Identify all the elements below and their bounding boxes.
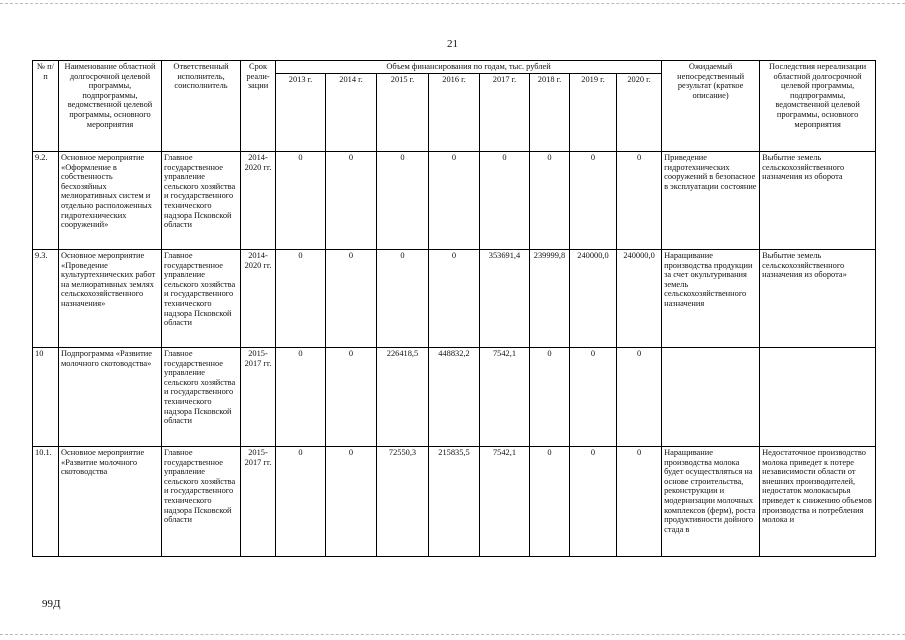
header-year: 2013 г.	[276, 73, 326, 151]
row-responsible: Главное государственное управление сельского хозяйства и государственного технического надзора Псковской области	[162, 152, 241, 250]
row-term: 2014-2020 гг.	[241, 250, 276, 348]
row-term: 2015-2017 гг.	[241, 348, 276, 447]
header-financing: Объем финансирования по годам, тыс. рублей	[276, 61, 662, 74]
row-name: Подпрограмма «Развитие молочного скотоводства»	[59, 348, 162, 447]
row-name: Основное мероприятие «Развитие молочного скотоводства	[59, 447, 162, 557]
row-value: 0	[429, 250, 480, 348]
footer-code: 99Д	[42, 598, 61, 610]
row-value: 0	[276, 447, 326, 557]
row-value: 0	[377, 152, 429, 250]
row-value: 0	[530, 152, 570, 250]
row-value: 226418,5	[377, 348, 429, 447]
row-value: 0	[326, 152, 377, 250]
scan-edge-top	[0, 3, 905, 4]
row-value: 0	[570, 152, 617, 250]
row-value: 0	[530, 348, 570, 447]
row-num: 10	[33, 348, 59, 447]
row-value: 7542,1	[480, 447, 530, 557]
row-result: Наращивание производства молока будет осуществляться на основе строительства, реконструкции и модернизации молочных комплексов (ферм), роста продуктивности дойного стада в	[662, 447, 760, 557]
header-year: 2014 г.	[326, 73, 377, 151]
row-value: 0	[617, 447, 662, 557]
table-row	[33, 152, 876, 250]
row-value: 0	[326, 447, 377, 557]
row-consequence: Недостаточное производство молока приведет к потере независимости области от внешних производителей, недостаток молокасырья приведет к снижению объемов производства и потребления молока и	[760, 447, 876, 557]
row-value: 0	[570, 348, 617, 447]
row-responsible: Главное государственное управление сельского хозяйства и государственного технического надзора Псковской области	[162, 348, 241, 447]
row-value: 448832,2	[429, 348, 480, 447]
row-num: 9.3.	[33, 250, 59, 348]
row-value: 72550,3	[377, 447, 429, 557]
row-value: 240000,0	[570, 250, 617, 348]
header-term: Срок реали-зации	[241, 61, 276, 152]
row-value: 240000,0	[617, 250, 662, 348]
row-term: 2015-2017 гг.	[241, 447, 276, 557]
row-value: 7542,1	[480, 348, 530, 447]
financing-table	[32, 60, 876, 557]
row-value: 215835,5	[429, 447, 480, 557]
header-year: 2018 г.	[530, 73, 570, 151]
row-num: 9.2.	[33, 152, 59, 250]
table-row	[33, 447, 876, 557]
scan-edge-bottom	[0, 634, 905, 635]
header-responsible: Ответственный исполнитель, соисполнитель	[162, 61, 241, 152]
row-term: 2014-2020 гг.	[241, 152, 276, 250]
header-year: 2015 г.	[377, 73, 429, 151]
row-value: 239999,8	[530, 250, 570, 348]
header-year: 2017 г.	[480, 73, 530, 151]
header-result: Ожидаемый непосредственный результат (краткое описание)	[662, 61, 760, 152]
row-value: 0	[276, 152, 326, 250]
header-year: 2016 г.	[429, 73, 480, 151]
row-name: Основное мероприятие «Проведение культуртехнических работ на мелиоративных землях сельскохозяйственного назначения»	[59, 250, 162, 348]
row-result	[662, 348, 760, 447]
row-value: 0	[617, 152, 662, 250]
row-value: 0	[570, 447, 617, 557]
row-value: 353691,4	[480, 250, 530, 348]
row-value: 0	[530, 447, 570, 557]
header-name: Наименование областной долгосрочной целевой программы, подпрограммы, ведомственной целевой программы, основного мероприятия	[59, 61, 162, 152]
row-value: 0	[326, 250, 377, 348]
row-value: 0	[480, 152, 530, 250]
row-consequence	[760, 348, 876, 447]
row-responsible: Главное государственное управление сельского хозяйства и государственного технического надзора Псковской области	[162, 250, 241, 348]
row-consequence: Выбытие земель сельскохозяйственного назначения из оборота	[760, 152, 876, 250]
row-value: 0	[326, 348, 377, 447]
row-value: 0	[429, 152, 480, 250]
header-year: 2020 г.	[617, 73, 662, 151]
header-num: № п/п	[33, 61, 59, 152]
row-name: Основное мероприятие «Оформление в собственность бесхозяйных мелиоративных систем и отдельно расположенных гидротехнических сооружений»	[59, 152, 162, 250]
table-row	[33, 348, 876, 447]
row-value: 0	[276, 348, 326, 447]
row-consequence: Выбытие земель сельскохозяйственного назначения из оборота»	[760, 250, 876, 348]
row-num: 10.1.	[33, 447, 59, 557]
header-row-top	[33, 61, 876, 74]
row-responsible: Главное государственное управление сельского хозяйства и государственного технического надзора Псковской области	[162, 447, 241, 557]
row-result: Приведение гидротехнических сооружений в безопасное в эксплуатации состояние	[662, 152, 760, 250]
row-value: 0	[617, 348, 662, 447]
table-row	[33, 250, 876, 348]
header-consequences: Последствия нереализации областной долгосрочной целевой программы, подпрограммы, ведомственной целевой программы, основного мероприятия	[760, 61, 876, 152]
page-number: 21	[447, 38, 458, 50]
row-value: 0	[377, 250, 429, 348]
header-year: 2019 г.	[570, 73, 617, 151]
row-result: Наращивание производства продукции за счет окультуривания земель сельскохозяйственного назначения	[662, 250, 760, 348]
row-value: 0	[276, 250, 326, 348]
